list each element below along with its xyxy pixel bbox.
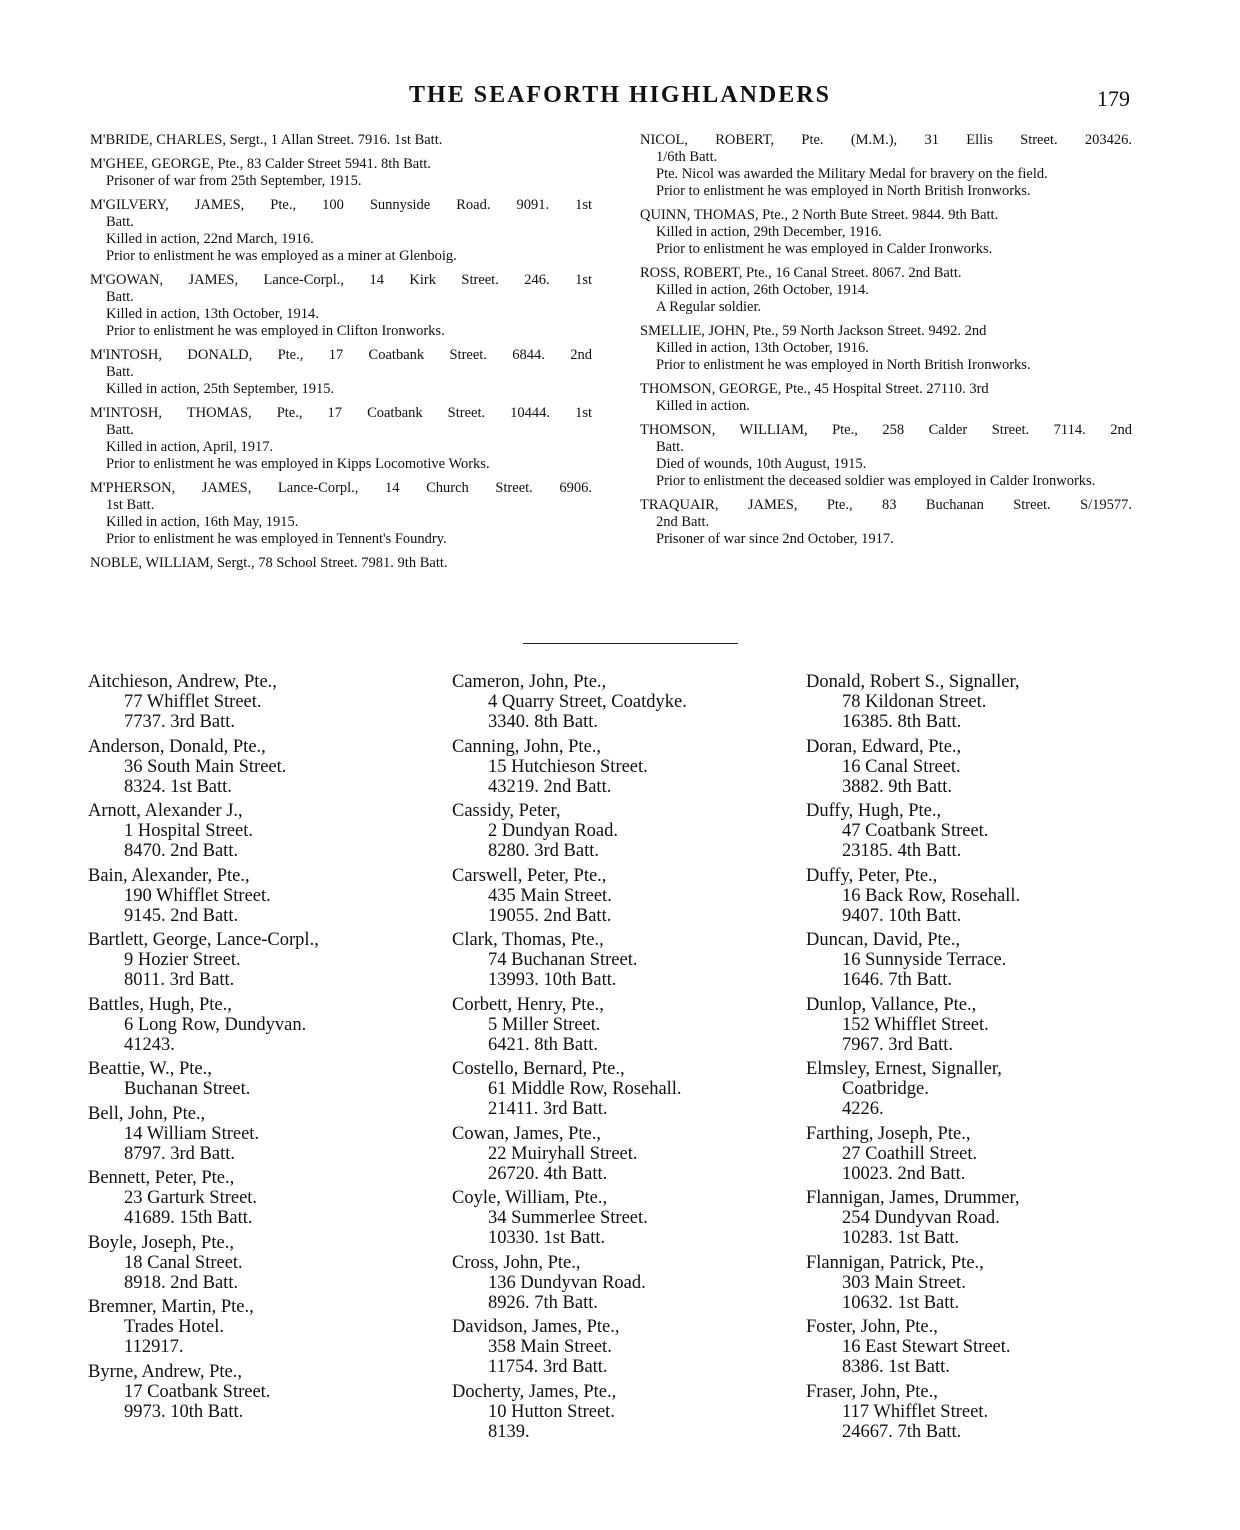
roll-name: Cross, John, Pte., [452,1252,581,1273]
roll-entry [806,1124,1136,1184]
roll-address: 254 Dundyvan Road. [842,1208,1000,1228]
roll-address: 23 Garturk Street. [124,1188,258,1208]
entry-continuation: Batt. [656,439,684,455]
roll-address: 61 Middle Row, Rosehall. [488,1079,682,1099]
roll-address: 10 Hutton Street. [488,1401,615,1422]
upper-right-column [640,132,1132,555]
entry-note: Killed in action. [656,398,750,414]
roll-name: Anderson, Donald, Pte., [88,736,266,757]
page-header [0,80,1240,120]
roll-entry [806,737,1136,797]
roll-address: 78 Kildonan Street. [842,692,987,712]
roll-number: 8918. 2nd Batt. [124,1272,239,1293]
entry-note: A Regular soldier. [656,299,762,315]
roll-entry [806,1059,1136,1119]
roll-number: 8926. 7th Batt. [488,1292,598,1313]
soldier-entry [640,497,1132,548]
entry-continuation: 1/6th Batt. [656,149,718,165]
entry-note: Prior to enlistment he was employed in Clifton Ironworks. [106,323,445,339]
roll-entry [88,995,418,1055]
roll-name: Flannigan, Patrick, Pte., [806,1252,984,1273]
roll-number: 9973. 10th Batt. [124,1401,244,1422]
roll-address: 1 Hospital Street. [124,821,253,841]
roll-number: 8324. 1st Batt. [124,776,232,797]
roll-entry [452,737,782,797]
entry-heading: THOMSON, WILLIAM, Pte., 258 Calder Street. 7114. 2nd [640,422,1132,438]
roll-name: Flannigan, James, Drummer, [806,1188,1020,1208]
entry-note: Killed in action, 29th December, 1916. [656,224,882,240]
roll-address: 74 Buchanan Street. [488,950,638,970]
roll-entry [88,1059,418,1099]
page-title: THE SEAFORTH HIGHLANDERS [409,82,831,108]
roll-entry [452,1124,782,1184]
roll-number: 11754. 3rd Batt. [488,1357,608,1377]
roll-name: Bell, John, Pte., [88,1103,206,1124]
roll-address: 303 Main Street. [842,1272,966,1293]
roll-entry [452,930,782,990]
roll-name: Arnott, Alexander J., [88,801,243,821]
roll-entry [452,1317,782,1377]
soldier-entry [640,381,1132,415]
entry-heading: THOMSON, GEORGE, Pte., 45 Hospital Street. 27110. 3rd [640,381,989,397]
roll-name: Boyle, Joseph, Pte., [88,1232,234,1253]
roll-number: 26720. 4th Batt. [488,1163,608,1184]
soldier-entry [90,197,592,265]
roll-name: Canning, John, Pte., [452,736,602,757]
roll-address: 17 Coatbank Street. [124,1381,271,1402]
soldier-entry [640,422,1132,490]
roll-address: Coatbridge. [842,1079,929,1099]
roll-name: Costello, Bernard, Pte., [452,1059,625,1079]
roll-address: Trades Hotel. [124,1317,225,1337]
entry-heading: M'PHERSON, JAMES, Lance-Corpl., 14 Church Street. 6906. [90,480,592,496]
roll-address: 16 Sunnyside Terrace. [842,950,1007,970]
entry-continuation: Batt. [106,289,134,305]
roll-number: 24667. 7th Batt. [842,1421,962,1442]
roll-address: 4 Quarry Street, Coatdyke. [488,692,687,712]
roll-entry [452,995,782,1055]
entry-note: Prior to enlistment the deceased soldier was employed in Calder Ironworks. [656,473,1096,489]
roll-name: Duncan, David, Pte., [806,930,961,950]
entry-note: Prior to enlistment he was employed in Kipps Locomotive Works. [106,456,490,472]
roll-name: Coyle, William, Pte., [452,1188,608,1208]
roll-entry [452,1188,782,1248]
roll-column-1 [88,672,418,1426]
entry-continuation: 2nd Batt. [656,514,710,530]
roll-number: 41689. 15th Batt. [124,1208,253,1228]
roll-entry [88,930,418,990]
roll-number: 4226. [842,1099,884,1119]
roll-number: 8280. 3rd Batt. [488,841,599,861]
roll-number: 16385. 8th Batt. [842,712,962,732]
soldier-entry [640,323,1132,374]
roll-entry [88,672,418,732]
roll-address: 190 Whifflet Street. [124,885,271,906]
roll-number: 8011. 3rd Batt. [124,970,235,990]
entry-note: Prior to enlistment he was employed in North British Ironworks. [656,357,1031,373]
roll-name: Battles, Hugh, Pte., [88,994,232,1015]
roll-address: 14 William Street. [124,1123,260,1144]
roll-entry [452,672,782,732]
roll-address: 435 Main Street. [488,885,612,906]
entry-continuation: Batt. [106,364,134,380]
entry-heading: NOBLE, WILLIAM, Sergt., 78 School Street. 7981. 9th Batt. [90,555,448,571]
roll-name: Clark, Thomas, Pte., [452,930,604,950]
roll-address: 5 Miller Street. [488,1014,601,1035]
entry-note: Prisoner of war since 2nd October, 1917. [656,531,894,547]
soldier-entry [90,132,592,149]
roll-entry [806,930,1136,990]
soldier-entry [90,347,592,398]
roll-address: 47 Coatbank Street. [842,821,989,841]
roll-name: Duffy, Hugh, Pte., [806,801,942,821]
roll-entry [806,1188,1136,1248]
entry-note: Pte. Nicol was awarded the Military Medal for bravery on the field. [656,166,1048,182]
entry-continuation: 1st Batt. [106,497,155,513]
entry-heading: M'GHEE, GEORGE, Pte., 83 Calder Street 5941. 8th Batt. [90,156,431,172]
roll-number: 8386. 1st Batt. [842,1357,950,1377]
roll-name: Bain, Alexander, Pte., [88,865,250,886]
page-number: 179 [1097,86,1130,111]
roll-column-2 [452,672,782,1446]
roll-entry [88,737,418,797]
entry-continuation: Batt. [106,214,134,230]
soldier-entry [640,265,1132,316]
roll-number: 8470. 2nd Batt. [124,841,239,861]
roll-address: 36 South Main Street. [124,756,287,777]
entry-note: Killed in action, 13th October, 1916. [656,340,869,356]
soldier-entry [90,156,592,190]
roll-address: 27 Coathill Street. [842,1143,978,1164]
roll-address: 16 East Stewart Street. [842,1337,1011,1357]
roll-entry [806,672,1136,732]
roll-entry [88,1297,418,1357]
roll-name: Cassidy, Peter, [452,801,561,821]
roll-name: Bremner, Martin, Pte., [88,1297,254,1317]
entry-note: Killed in action, 25th September, 1915. [106,381,335,397]
roll-address: 9 Hozier Street. [124,950,241,970]
roll-number: 10023. 2nd Batt. [842,1163,966,1184]
roll-name: Aitchieson, Andrew, Pte., [88,672,277,692]
entry-heading: M'INTOSH, DONALD, Pte., 17 Coatbank Street. 6844. 2nd [90,347,592,363]
roll-number: 9407. 10th Batt. [842,905,962,926]
roll-address: 22 Muiryhall Street. [488,1143,638,1164]
roll-entry [806,866,1136,926]
roll-entry [452,1382,782,1442]
roll-entry [452,1253,782,1313]
roll-number: 10632. 1st Batt. [842,1292,960,1313]
roll-entry [806,1317,1136,1377]
entry-note: Killed in action, 22nd March, 1916. [106,231,314,247]
entry-heading: M'INTOSH, THOMAS, Pte., 17 Coatbank Street. 10444. 1st [90,405,592,421]
roll-name: Cowan, James, Pte., [452,1123,602,1144]
roll-entry [452,801,782,861]
roll-name: Elmsley, Ernest, Signaller, [806,1059,1002,1079]
entry-note: Killed in action, 26th October, 1914. [656,282,869,298]
roll-address: 18 Canal Street. [124,1252,243,1273]
entry-note: Prior to enlistment he was employed as a miner at Glenboig. [106,248,457,264]
roll-number: 19055. 2nd Batt. [488,905,612,926]
roll-name: Farthing, Joseph, Pte., [806,1123,971,1144]
roll-entry [88,866,418,926]
roll-number: 8139. [488,1421,530,1442]
soldier-entry [90,480,592,548]
entry-heading: ROSS, ROBERT, Pte., 16 Canal Street. 8067. 2nd Batt. [640,265,962,281]
roll-address: 6 Long Row, Dundyvan. [124,1014,307,1035]
roll-number: 7967. 3rd Batt. [842,1034,953,1055]
roll-address: 136 Dundyvan Road. [488,1272,646,1293]
roll-address: 358 Main Street. [488,1337,612,1357]
roll-number: 1646. 7th Batt. [842,970,952,990]
roll-address: 34 Summerlee Street. [488,1208,648,1228]
roll-number: 6421. 8th Batt. [488,1034,598,1055]
entry-heading: SMELLIE, JOHN, Pte., 59 North Jackson Street. 9492. 2nd [640,323,987,339]
roll-name: Carswell, Peter, Pte., [452,865,607,886]
roll-address: 2 Dundyan Road. [488,821,618,841]
roll-name: Bartlett, George, Lance-Corpl., [88,930,319,950]
entry-continuation: Batt. [106,422,134,438]
roll-name: Donald, Robert S., Signaller, [806,672,1020,692]
roll-number: 10283. 1st Batt. [842,1228,960,1248]
roll-name: Beattie, W., Pte., [88,1059,212,1079]
roll-number: 112917. [124,1337,184,1357]
roll-address: 152 Whifflet Street. [842,1014,989,1035]
entry-note: Prior to enlistment he was employed in North British Ironworks. [656,183,1031,199]
roll-number: 43219. 2nd Batt. [488,776,612,797]
roll-address: Buchanan Street. [124,1079,251,1099]
roll-entry [452,866,782,926]
roll-entry [806,801,1136,861]
roll-number: 23185. 4th Batt. [842,841,962,861]
roll-number: 3882. 9th Batt. [842,776,952,797]
soldier-entry [640,132,1132,200]
roll-address: 15 Hutchieson Street. [488,756,648,777]
roll-entry [806,995,1136,1055]
roll-number: 10330. 1st Batt. [488,1228,606,1248]
entry-heading: NICOL, ROBERT, Pte. (M.M.), 31 Ellis Street. 203426. [640,132,1132,148]
roll-name: Doran, Edward, Pte., [806,736,962,757]
roll-number: 3340. 8th Batt. [488,712,598,732]
roll-number: 7737. 3rd Batt. [124,712,235,732]
roll-name: Corbett, Henry, Pte., [452,994,604,1015]
entry-note: Prior to enlistment he was employed in Calder Ironworks. [656,241,993,257]
entry-heading: M'BRIDE, CHARLES, Sergt., 1 Allan Street. 7916. 1st Batt. [90,132,443,148]
soldier-entry [640,207,1132,258]
roll-entry [806,1382,1136,1442]
roll-entry [88,1362,418,1422]
entry-note: Prior to enlistment he was employed in Tennent's Foundry. [106,531,447,547]
roll-name: Fraser, John, Pte., [806,1381,938,1402]
roll-address: 16 Back Row, Rosehall. [842,885,1021,906]
roll-name: Byrne, Andrew, Pte., [88,1361,242,1382]
entry-heading: M'GILVERY, JAMES, Pte., 100 Sunnyside Road. 9091. 1st [90,197,592,213]
roll-name: Duffy, Peter, Pte., [806,865,938,886]
entry-note: Killed in action, 13th October, 1914. [106,306,319,322]
entry-note: Died of wounds, 10th August, 1915. [656,456,867,472]
section-divider [523,643,738,644]
soldier-entry [90,272,592,340]
roll-entry [88,1233,418,1293]
roll-address: 117 Whifflet Street. [842,1401,989,1422]
roll-number: 41243. [124,1034,175,1055]
roll-column-3 [806,672,1136,1446]
roll-number: 13993. 10th Batt. [488,970,617,990]
soldier-entry [90,555,592,572]
roll-name: Dunlop, Vallance, Pte., [806,994,977,1015]
entry-note: Killed in action, 16th May, 1915. [106,514,299,530]
roll-address: 16 Canal Street. [842,756,961,777]
entry-note: Killed in action, April, 1917. [106,439,274,455]
soldier-entry [90,405,592,473]
entry-heading: QUINN, THOMAS, Pte., 2 North Bute Street. 9844. 9th Batt. [640,207,999,223]
roll-name: Cameron, John, Pte., [452,672,607,692]
roll-entry [88,801,418,861]
roll-entry [806,1253,1136,1313]
roll-name: Bennett, Peter, Pte., [88,1168,235,1188]
roll-name: Docherty, James, Pte., [452,1381,617,1402]
roll-number: 9145. 2nd Batt. [124,905,239,926]
roll-number: 8797. 3rd Batt. [124,1143,235,1164]
roll-entry [452,1059,782,1119]
roll-address: 77 Whifflet Street. [124,692,262,712]
roll-entry [88,1168,418,1228]
entry-heading: TRAQUAIR, JAMES, Pte., 83 Buchanan Street. S/19577. [640,497,1132,513]
roll-name: Davidson, James, Pte., [452,1317,620,1337]
upper-left-column [90,132,592,579]
entry-heading: M'GOWAN, JAMES, Lance-Corpl., 14 Kirk Street. 246. 1st [90,272,592,288]
roll-entry [88,1104,418,1164]
entry-note: Prisoner of war from 25th September, 1915. [106,173,362,189]
roll-name: Foster, John, Pte., [806,1317,938,1337]
roll-number: 21411. 3rd Batt. [488,1099,608,1119]
